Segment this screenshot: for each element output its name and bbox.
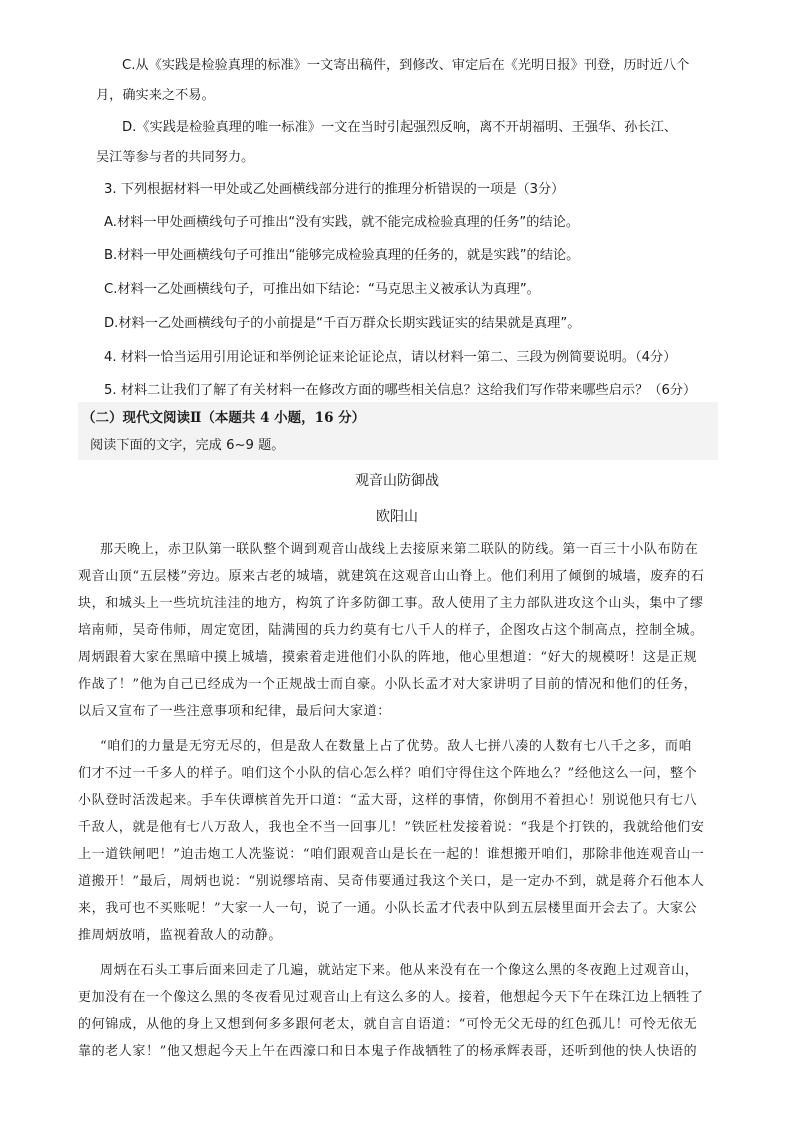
story-p3-line-1: 周炳在石头工事后面来回走了几遍，就站定下来。他从来没有在一个像这么黑的冬夜跑上过观音山，: [100, 963, 699, 978]
option-d-line-2: 吴江等参与者的共同努力。: [96, 150, 255, 165]
story-title: 观音山防御战: [355, 473, 439, 489]
story-p1-line-7: 以后又宣布了一些注意事项和纪律，最后问大家道：: [78, 704, 391, 719]
story-p2-line-3: 小队登时活泼起来。手车伕谭槟首先开口道：“孟大哥，这样的事情，你倒用不着担心！别说他只有七八: [78, 793, 698, 808]
story-p2-line-7: 来，我可也不买账呢！”大家一人一句，说了一通。小队长孟才代表中队到五层楼里面开会去了。大家公: [78, 901, 698, 916]
story-p2-line-4: 千敌人，就是他有七八万敌人，我也全不当一回事儿！”铁匠杜发接着说：“我是个打铁的，我就给他们安: [78, 820, 705, 835]
question-3-option-c: C.材料一乙处画横线句子，可推出如下结论：“马克思主义被承认为真理”。: [104, 282, 540, 297]
question-4: 4. 材料一恰当运用引用论证和举例论证来论证论点，请以材料一第二、三段为例简要说明。（4分）: [104, 350, 677, 365]
story-p3-line-4: 靠的老人家！”他又想起今天上午在西濠口和日本鬼子作战牺牲了的杨承辉表哥，还听到他的快人快语的: [78, 1044, 698, 1059]
story-p1-line-5: 周炳跟着大家在黑暗中摸上城墙，摸索着走进他们小队的阵地，他心里想道：“好大的规模呀！这是正规: [78, 650, 698, 665]
story-p1-line-1: 那天晚上，赤卫队第一联队整个调到观音山战线上去接原来第二联队的防线。第一百三十小队布防在: [100, 542, 699, 557]
story-p2-line-5: 上一道铁闸吧！”迫击炮工人冼鉴说：“咱们跟观音山是长在一起的！谁想搬开咱们，那除非他连观音山一: [78, 847, 705, 862]
story-author: 欧阳山: [376, 509, 418, 525]
question-3-option-b: B.材料一甲处画横线句子可推出“能够完成检验真理的任务的，就是实践”的结论。: [104, 248, 580, 263]
question-3-option-a: A.材料一甲处画横线句子可推出“没有实践，就不能完成检验真理的任务”的结论。: [104, 215, 580, 230]
question-3-option-d: D.材料一乙处画横线句子的小前提是“千百万群众长期实践证实的结果就是真理”。: [104, 316, 581, 331]
option-c-line-1: C.从《实践是检验真理的标准》一文寄出稿件，到修改、审定后在《光明日报》刊登，历时近八个: [122, 58, 690, 73]
story-p2-line-2: 们才不过一千多人的样子。咱们这个小队的信心怎么样？咱们守得住这个阵地么？”经他这么一问，整个: [78, 766, 698, 781]
story-p1-line-6: 作战了！”他为自己已经成为一个正规战士而自豪。小队长孟才对大家讲明了目前的情况和他们的任务，: [78, 677, 698, 692]
story-p2-line-8: 推周炳放哨，监视着敌人的动静。: [78, 928, 283, 943]
story-p2-line-6: 道搬开！”最后，周炳也说：“别说缪培南、吴奇伟要通过我这个关口，是一定办不到，就是蒋介石他本人: [78, 874, 705, 889]
section-title: （二）现代文阅读Ⅱ（本题共 4 小题，16 分）: [82, 410, 366, 426]
story-p1-line-4: 培南师，吴奇伟师，周定宽团，陆满囤的兵力约莫有七八千人的样子，企图攻占这个制高点，控制全城。: [78, 623, 704, 638]
story-p1-line-2: 观音山顶“五层楼”旁边。原来古老的城墙，就建筑在这观音山山脊上。他们利用了倾倒的城墙，废弃的石: [78, 569, 705, 584]
option-d-line-1: D.《实践是检验真理的唯一标准》一文在当时引起强烈反响，离不开胡福明、王强华、孙长江、: [122, 120, 678, 135]
story-p2-line-1: “咱们的力量是无穷无尽的，但是敌人在数量上占了优势。敌人七拼八凑的人数有七八千之多，而咱: [100, 739, 693, 754]
section-intro: 阅读下面的文字，完成 6~9 题。: [90, 438, 285, 453]
story-p3-line-2: 更加没有在一个像这么黑的冬夜看见过观音山上有这么多的人。接着，他想起今天下午在珠江边上牺牲了: [78, 990, 704, 1005]
question-5: 5. 材料二让我们了解了有关材料一在修改方面的哪些相关信息？这给我们写作带来哪些启示？（6分）: [104, 383, 697, 398]
question-3-stem: 3. 下列根据材料一甲处或乙处画横线部分进行的推理分析错误的一项是（3分）: [104, 182, 565, 197]
story-p3-line-3: 的何锦成，从他的身上又想到何多多跟何老太，就自言自语道：“可怜无父无母的红色孤儿！可怜无依无: [78, 1017, 698, 1032]
option-c-line-2: 月，确实来之不易。: [96, 88, 215, 103]
story-p1-line-3: 块，和城头上一些坑坑洼洼的地方，构筑了许多防御工事。敌人使用了主力部队进攻这个山头，集中了缪: [78, 596, 704, 611]
